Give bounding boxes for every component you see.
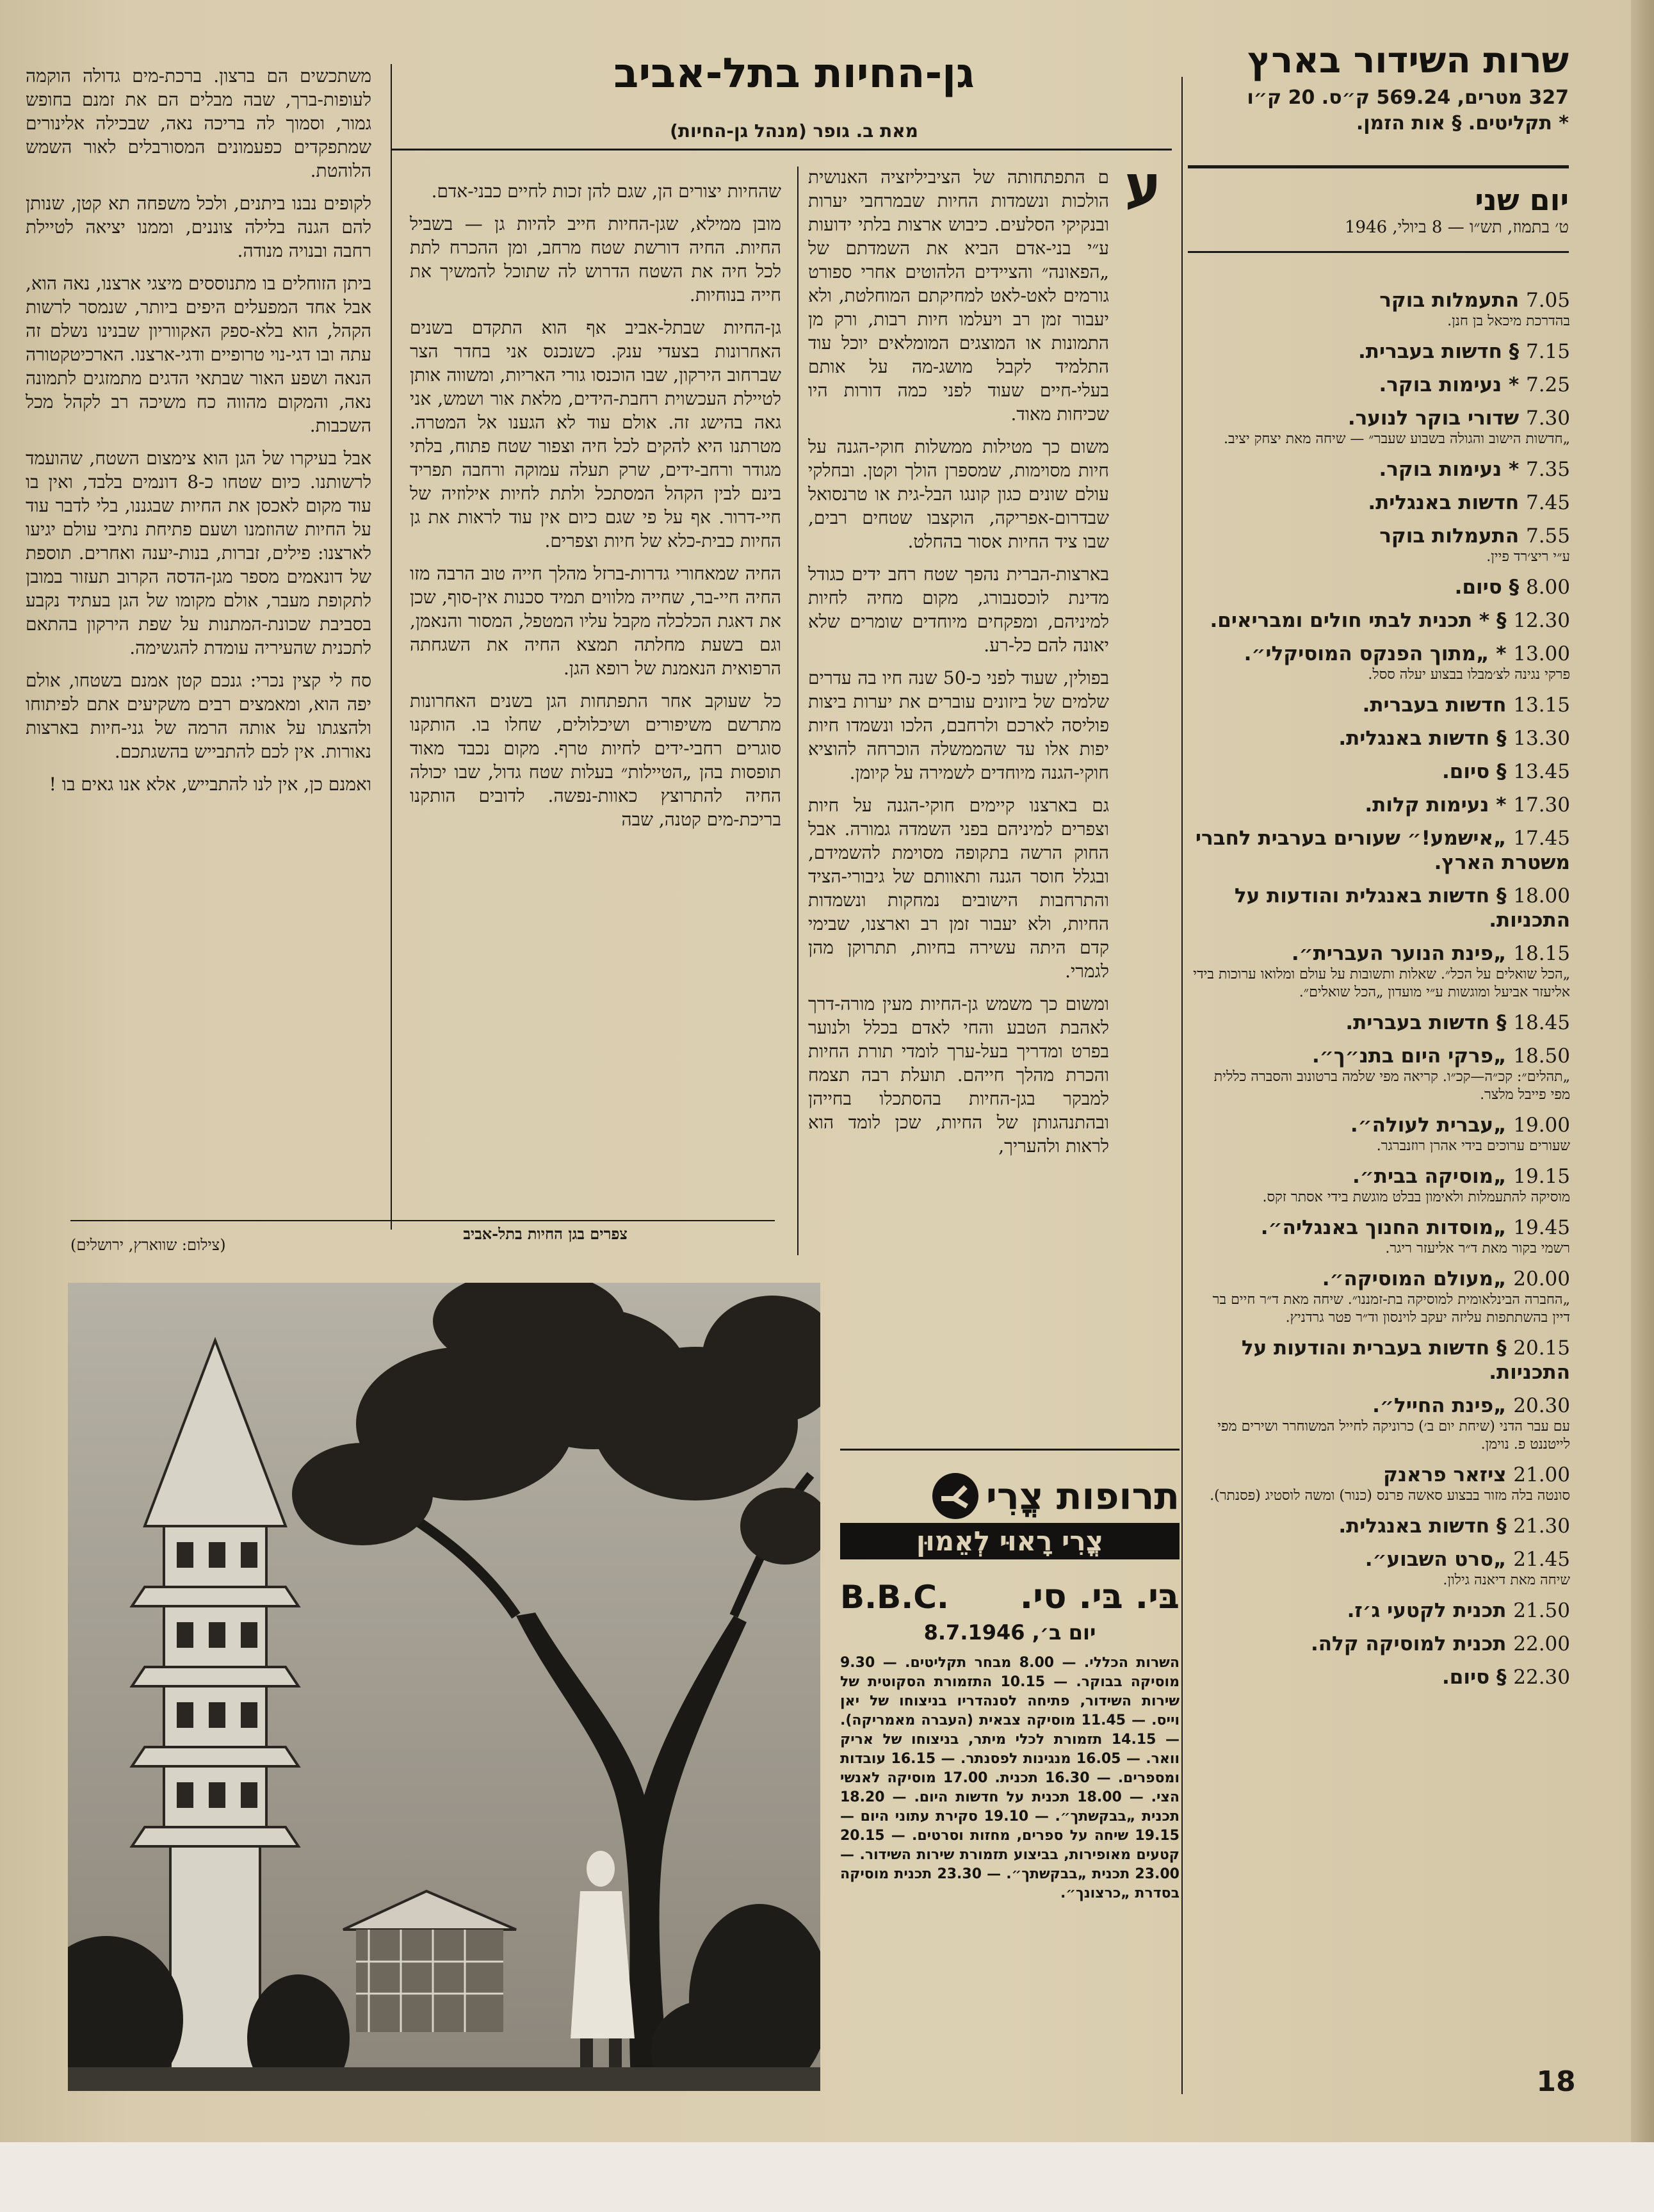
article-paragraph: לקופים נבנו ביתנים, ולכל משפחה תא קטן, שנותן להם הגנה בלילה צוננים, וממנו יציאה לטיילת רחבה ובנויה מנודה. — [26, 193, 371, 261]
schedule-day: יום שני — [1475, 183, 1569, 217]
schedule-time: 13.45 — [1513, 760, 1570, 783]
schedule-time: 7.35 — [1525, 458, 1570, 481]
schedule-time: 21.30 — [1513, 1515, 1570, 1538]
schedule-program: „פרקי היום בתנ״ך״. — [1312, 1045, 1507, 1068]
page-number: 18 — [1536, 2065, 1576, 2098]
schedule-date-rule — [1188, 251, 1569, 253]
schedule-time: 21.45 — [1513, 1548, 1570, 1571]
schedule-program: „סרט השבוע״. — [1365, 1548, 1507, 1571]
schedule-item — [1192, 793, 1570, 817]
bbc-advert-block — [840, 1473, 1180, 1903]
article-paragraph: גם בארצנו קיימים חוקי-הגנה על חיות וצפרים למיניהם בפני השמדה גמורה. אבל החוק הרשה בתקופה מסוימת להשמידם, ובגלל חוסר הגנה ותאוותם של גיבורי-הציד והתרחבות הישובים נמחקות ונשמדות החיות, ולא יעבור זמן רב וארצנו, שבימי קדם היתה עשירה בחיות, תתרוקן מהן לגמרי. — [808, 795, 1109, 982]
schedule-program: § חדשות באנגלית והודעות על התכניות. — [1234, 884, 1570, 932]
schedule-item-main — [1192, 1547, 1570, 1572]
column-divider — [1181, 77, 1183, 2094]
schedule-item-main — [1192, 1598, 1570, 1623]
schedule-description: עם עבר הדני (שיחת יום ב׳) כרוניקה לחייל המשוחרר ושירים מפי לייטננט פ. נוימן. — [1217, 1419, 1570, 1452]
schedule-program: § חדשות בעברית. — [1358, 340, 1520, 363]
page-edge — [1631, 0, 1654, 2212]
schedule-item-main — [1192, 826, 1570, 875]
article-paragraph: כל שעוקב אחר התפתחות הגן בשנים האחרונות מתרשם משיפורים ושיכלולים, שחלו בו. הותקנו סוגרים רחבי-ידים לחיות טרף. מקום נכבד מאוד תופסות בהן „הטיילות״ בעלות שטח גדול, שבו יכולה החיה להתרוצץ כאוות-נפשה. לדובים הותקנו בריכת-מים קטנה, שבה — [410, 690, 781, 830]
schedule-item-main — [1192, 760, 1570, 784]
schedule-time: 12.30 — [1513, 609, 1570, 632]
schedule-item-main — [1192, 941, 1570, 966]
schedule-program: § חדשות באנגלית. — [1338, 727, 1507, 750]
schedule-item-main — [1192, 1044, 1570, 1068]
article-paragraph: סח לי קצין נכרי: גנכם קטן אמנם בשטחו, אולם יפה הוא, ומאמצים רבים משקיעים אתם לפיתוחו ולהצגתו על אותה הרמה של גני-חיות בארצות נאורות. אין לכם להתבייש בהשגתכם. — [26, 670, 371, 762]
schedule-item-main — [1192, 1216, 1570, 1240]
schedule-item — [1192, 1336, 1570, 1385]
column-divider — [797, 167, 799, 1255]
article-paragraph: ביתן הזוחלים בו מתנוססים מיצגי ארצנו, נאה הוא, אבל אחד המפעלים היפים ביותר, שנמסר לרשות הקהל, הוא בלא-ספק האקווריון שבנינו נשלם זה עתה ובו דגי-נוי טרופיים ודגי-ארצנו. הארכיטקטורה הנאה ושפע האור שבתאי הדגים מתמזגים לתמונה נאה, והמקום מהווה כח משיכה רב לקהל מכל השכבות. — [26, 273, 371, 436]
schedule-time: 18.00 — [1513, 884, 1570, 907]
schedule-description: בהדרכת מיכאל בן חנן. — [1447, 313, 1570, 329]
bbc-day: יום ב׳, — [1032, 1620, 1096, 1645]
schedule-item-main — [1192, 339, 1570, 364]
article-column-right — [808, 165, 1109, 1167]
schedule-item — [1192, 1113, 1570, 1155]
schedule-program: „מוסדות החנוך באנגליה״. — [1260, 1216, 1507, 1239]
photo-top-rule — [70, 1220, 775, 1221]
schedule-description: שעורים ערוכים בידי אהרן רוזנברגר. — [1376, 1138, 1570, 1154]
schedule-item — [1192, 884, 1570, 932]
article-column-middle — [410, 179, 781, 840]
schedule-program: „אישמע!״ שעורים בערבית לחברי משטרת הארץ. — [1195, 827, 1570, 874]
schedule-program: תכנית למוסיקה קלה. — [1310, 1632, 1507, 1655]
schedule-time: 21.50 — [1513, 1599, 1570, 1622]
schedule-time: 19.15 — [1513, 1165, 1570, 1188]
schedule-item — [1192, 1394, 1570, 1454]
schedule-item — [1192, 941, 1570, 1002]
bbc-english: B.B.C. — [840, 1579, 949, 1616]
schedule-time: 7.15 — [1525, 340, 1570, 363]
schedule-program: § חדשות באנגלית. — [1338, 1515, 1507, 1538]
aviary-illustration — [68, 1283, 820, 2091]
schedule-item-main — [1192, 373, 1570, 397]
schedule-item — [1192, 1514, 1570, 1538]
schedule-rule — [1188, 165, 1569, 168]
ad-top-rule — [840, 1449, 1180, 1451]
schedule-program: חדשות באנגלית. — [1368, 491, 1520, 514]
schedule-item-main — [1192, 642, 1570, 666]
schedule-program: § חדשות בעברית והודעות על התכניות. — [1241, 1337, 1570, 1384]
schedule-item — [1192, 1463, 1570, 1505]
schedule-item — [1192, 642, 1570, 684]
schedule-program: שדורי בוקר לנוער. — [1347, 407, 1520, 430]
article-paragraph: משום כך מטילות ממשלות חוקי-הגנה על חיות מסוימות, שמספרן הולך וקטן. ובחלקי עולם שונים כגון קונגו הבל-גית או טרנסואל שבדרום-אפריקה, הוקצבו שטחים רבים, שבו ציד החיות אסור בהחלט. — [808, 436, 1109, 552]
schedule-item — [1192, 1632, 1570, 1656]
schedule-program: „פינת החייל״. — [1372, 1394, 1507, 1417]
schedule-item — [1192, 1044, 1570, 1104]
schedule-time: 19.00 — [1513, 1114, 1570, 1137]
article-paragraph: ם התפתחותה של הציביליזציה האנושית הולכות ונשמדות החיות שבמרחבי יערות ובנקיקי הסלעים. כיבוש ארצות בלתי ידועות ע״י בני-אדם הביא את השמדתם של „הפאונה״ והציידים הלהוטים אחרי ספורט גורמים לאט-לאט למחיקתם המוחלטת, ולא יעבור זמן רב ויעלמו חיות רבות, ורק מן התמונות או המוצגים המומלאים יוכל עוד התלמיד לקבל מושג-מה על אותם בעלי-חיים שעוד לפני כמה דורות היו שכיחות מאוד. — [808, 167, 1109, 425]
article-title-rule — [391, 149, 1172, 150]
schedule-program: * נעימות בוקר. — [1379, 373, 1520, 396]
schedule-description: שיחה מאת דיאנה גילון. — [1443, 1572, 1570, 1588]
schedule-item — [1192, 524, 1570, 566]
article-paragraph: מובן ממילא, שגן-החיות חייב להיות גן — בשביל החיות. החיה דורשת שטח מרחב, ומן ההכרח לתת לכל חיה את השטח הדרוש לה שתוכל להמשיך את חייה בנוחיות. — [410, 213, 781, 305]
article-column-left — [26, 64, 371, 805]
schedule-program: § * תכנית לבתי חולים ומבריאים. — [1210, 609, 1507, 632]
schedule-item-main — [1192, 457, 1570, 482]
aviary-photo — [68, 1283, 820, 2091]
schedule-item-main — [1192, 1632, 1570, 1656]
article-drop-cap: ע — [1124, 154, 1162, 218]
schedule-time: 7.55 — [1525, 525, 1570, 548]
schedule-time: 22.30 — [1513, 1666, 1570, 1689]
schedule-item — [1192, 1216, 1570, 1258]
schedule-item — [1192, 826, 1570, 875]
bbc-hebrew: בּי. בּי. סי. — [1019, 1576, 1180, 1616]
background-surface — [0, 2142, 1654, 2212]
schedule-item — [1192, 1164, 1570, 1207]
schedule-program: „פינת הנוער העברית״. — [1291, 942, 1507, 965]
schedule-program: § סיום. — [1454, 576, 1520, 599]
article-paragraph: גן-החיות שבתל-אביב אף הוא התקדם בשנים האחרונות בצעדי ענק. כשנכנס אני בחדר הצר שברחוב הירקון, שבו הוכנסו גורי האריות, ומשווה אותן לטיילת העכשוית רחבת-הידים, מלאת אור ושמש, אני גאה בהישג זה. אולם עוד לא הגענו אל המטרה. מטרתנו היא להקים לכל חיה וצפור שטח פתוח, בלתי מגודר ורחב-ידים, שרק תעלה עמוקה ורחבה תפריד בינם לבין הקהל המסתכל ולתת לחיות אילוזיה של חיי-דרור. אף על פי שגם כיום אין עוד לראות את גן החיות כבית-כלא של חיות וצפרים. — [410, 317, 781, 551]
bbc-date-line — [840, 1620, 1180, 1645]
schedule-program: חדשות בעברית. — [1362, 694, 1507, 717]
schedule-program: § סיום. — [1441, 1666, 1507, 1689]
schedule-item — [1192, 1011, 1570, 1035]
schedule-legend: * תקליטים. § אות הזמן. — [1356, 112, 1569, 134]
schedule-item-main — [1192, 491, 1570, 515]
schedule-program: התעמלות בוקר — [1379, 289, 1520, 312]
schedule-program: * נעימות בוקר. — [1379, 458, 1520, 481]
article-paragraph: שהחיות יצורים הן, שגם להן זכות לחיים כבני-אדם. — [431, 181, 781, 202]
article-paragraph: אבל בעיקרו של הגן הוא צימצום השטח, שהועמד לרשותנו. כיום שטחו כ-8 דונמים בלבד, ואין בו עוד מקום לאכסן את החיות שבגננו, בלי לדבר עוד על החיות שהוזמנו ושעם פתיחת נתיבי עולם יגיעו לארצנו: פילים, זברות, בנות-יענה ואחרים. תוספת של דונאמים מספר מגן-הדסה הקרוב תעזור במובן לתקופת מעבר, אולם מקומו של הגן בעתיד נקבע בסביבת שכונת-המתנות על שפת הירקון בהתאם לתכנית שהעיריה עומדת להגשימה. — [26, 448, 371, 658]
ad-brand-row — [840, 1473, 1180, 1519]
schedule-item — [1192, 288, 1570, 330]
schedule-item — [1192, 457, 1570, 482]
schedule-time: 7.30 — [1525, 407, 1570, 430]
schedule-time: 7.25 — [1525, 373, 1570, 396]
schedule-item — [1192, 373, 1570, 397]
schedule-time: 20.15 — [1513, 1337, 1570, 1360]
schedule-program: התעמלות בוקר — [1379, 525, 1520, 548]
schedule-item — [1192, 491, 1570, 515]
article-paragraph: החיה שמאחורי גדרות-ברזל מהלך חייה טוב הרבה מזו החיה חיי-בר, שחייה מלווים תמיד סכנות אין-סוף, שכן את דאגת הכלכלה מקבל עליו המטפל, המסור והנאמן, וגם בשעת מחלתה תמצא החיה את השגחתה הרפואית הנאמנת של רופא הגן. — [410, 563, 781, 679]
schedule-item-main — [1192, 1113, 1570, 1137]
schedule-item — [1192, 726, 1570, 751]
schedule-description: רשמי בקור מאת ד״ר אליעזר ריגר. — [1385, 1240, 1570, 1256]
schedule-item — [1192, 1267, 1570, 1327]
article-paragraph: משתכשים הם ברצון. ברכת-מים גדולה הוקמה לעופות-ברך, שבה מבלים הם את זמנם בחופש גמור, וסמוך לה בריכה נאה, שבכילה אלינורים שמתפקדים כפעמונים המסורבלים לאור השמש הלוהטת. — [26, 65, 371, 181]
schedule-program: § סיום. — [1441, 760, 1507, 783]
schedule-item — [1192, 1598, 1570, 1623]
schedule-time: 13.00 — [1513, 642, 1570, 665]
schedule-item-main — [1192, 1394, 1570, 1418]
schedule-description: סונטה בלה מזור בבצוע סאשה פרנס (כנור) ומשה לוסטיג (פסנתר). — [1210, 1488, 1570, 1504]
schedule-time: 8.00 — [1525, 576, 1570, 599]
schedule-item-main — [1192, 693, 1570, 717]
schedule-item-main — [1192, 1164, 1570, 1189]
schedule-description: „החברה הבינלאומית למוסיקה בת-זמננו״. שיחה מאת ד״ר חיים בר דיין בהשתתפות עליזה יעקב לוינסון וד״ר פטר גרדניץ. — [1212, 1292, 1570, 1326]
ad-slogan: צֳרִי רָאוּי לְאֵמוּן — [840, 1523, 1180, 1559]
schedule-time: 7.45 — [1525, 491, 1570, 514]
schedule-time: 21.00 — [1513, 1463, 1570, 1486]
schedule-item — [1192, 1547, 1570, 1590]
schedule-description: פרקי נגינה לצ׳מבלו בבצוע יעלה ססל. — [1368, 667, 1570, 683]
schedule-item — [1192, 406, 1570, 448]
schedule-list — [1192, 288, 1570, 1698]
schedule-item-main — [1192, 406, 1570, 430]
bbc-header — [840, 1576, 1180, 1616]
schedule-item — [1192, 1665, 1570, 1689]
schedule-program: * נעימות קלות. — [1365, 793, 1507, 817]
photo-credit: (צילום: שווארץ, ירושלים) — [70, 1236, 226, 1254]
schedule-item-main — [1192, 793, 1570, 817]
schedule-time: 13.15 — [1513, 694, 1570, 717]
schedule-item-main — [1192, 726, 1570, 751]
schedule-title: שרות השידור בארץ — [1247, 40, 1569, 81]
schedule-item — [1192, 339, 1570, 364]
article-byline: מאת ב. גופר (מנהל גן-החיות) — [670, 120, 918, 142]
schedule-item-main — [1192, 1336, 1570, 1385]
schedule-item-main — [1192, 1665, 1570, 1689]
schedule-item — [1192, 693, 1570, 717]
schedule-item — [1192, 760, 1570, 784]
schedule-description: ע״י ריצ׳רד פיין. — [1486, 549, 1570, 565]
schedule-program: * „מתוך הפנקס המוסיקלי״. — [1244, 642, 1507, 665]
photo-caption: צפרים בגן החיות בתל-אביב — [463, 1224, 628, 1243]
article-paragraph: בארצות-הברית נהפך שטח רחב ידים כגודל מדינת לוכסנבורג, מקום מחיה לחיות למיניהם, ומפקחים מיוחדים שומרים שלא יאונה להם כל-רע. — [808, 564, 1109, 656]
schedule-item-main — [1192, 1514, 1570, 1538]
bbc-programme: השרות הכללי. — 8.00 מבחר תקליטים. — 9.30 מוסיקה בבוקר. — 10.15 התזמורת הסקוטית של שירות השידור, פתיחה לסנהדריו בניצוחו של יאן וייס. — 11.45 מוסיקה צבאית (העברה מאמריקה). — 14.15 תזמורת לכלי מיתר, בניצוחו של אריק וואר. — 16.05 מנגינות לפסנתר. — 16.15 עובדות ומספרים. — 16.30 תכנית. 17.00 מוסיקה לאנשי הצי. — 18.00 תכנית על חדשות היום. — 18.20 תכנית „בבקשתך״. — 19.10 סקירת עתוני היום — 19.15 שיחה על ספרים, מחזות וסרטים. — 20.15 קטעים מאופירות, בביצוע תזמורת שירות השידור. — 23.00 תכנית „בבקשתך״. — 23.30 תכנית מוסיקה בסדרת „כרצונך״. — [840, 1655, 1180, 1901]
schedule-item-main — [1192, 608, 1570, 633]
schedule-program: „מעולם המוסיקה״. — [1322, 1267, 1507, 1290]
ad-brand: תרופות צֳרִי — [985, 1474, 1180, 1518]
schedule-item-main — [1192, 575, 1570, 599]
schedule-item-main — [1192, 288, 1570, 313]
schedule-time: 17.45 — [1513, 827, 1570, 850]
schedule-program: § חדשות בעברית. — [1345, 1011, 1507, 1034]
schedule-description: „חדשות הישוב והגולה בשבוע שעבר״ — שיחה מאת יצחק יציב. — [1224, 431, 1570, 447]
schedule-item — [1192, 608, 1570, 633]
schedule-item-main — [1192, 1463, 1570, 1487]
schedule-time: 20.30 — [1513, 1394, 1570, 1417]
schedule-program: ציזאר פראנק — [1383, 1463, 1507, 1486]
schedule-program: „עברית לעולה״. — [1350, 1114, 1507, 1137]
schedule-time: 20.00 — [1513, 1267, 1570, 1290]
article-title: גן-החיות בתל-אביב — [613, 50, 975, 97]
schedule-description: „תהלים״: קכ״ה—קכ״ו. קריאה מפי שלמה ברטונוב והסברה כללית מפי פייבל מלצר. — [1213, 1069, 1570, 1103]
schedule-time: 18.15 — [1513, 942, 1570, 965]
article-paragraph: בפולין, שעוד לפני כ-50 שנה חיו בה עדרים שלמים של ביזונים עוברים את יערות ביצות פוליסה לארכם ולרחבם, הלכו ונשמדו חיות יפות אלו עד שהממשלה הוכרחה להוציא חוקי-הגנה מיוחדים לשמירה על קיומן. — [808, 667, 1109, 783]
schedule-time: 18.50 — [1513, 1045, 1570, 1068]
article-paragraph: ומשום כך משמש גן-החיות מעין מורה-דרך לאהבת הטבע והחי לאדם בכלל ולנוער בפרט ומדריך בעל-ערך לומדי תורת החיות והכרת מהלך חייהם. תועלת רבה תצמח למבקר בגן-החיות בהסתכלו בחייהן ובהתנהגותן של החיות, שכן לומד הוא לראות ולהעריך, — [808, 993, 1109, 1157]
schedule-frequency: 327 מטרים, 569.24 ק״ס. 20 ק״ו — [1247, 86, 1569, 109]
ad-logo-icon — [932, 1473, 978, 1519]
schedule-description: „הכל שואלים על הכל״. שאלות ותשובות על עולם ומלואו ערוכות בידי אליעזר אביעל ומוגשות ע״י מועדון „הכל שואלים״. — [1193, 966, 1570, 1000]
schedule-item-main — [1192, 1267, 1570, 1291]
schedule-item-main — [1192, 884, 1570, 932]
schedule-program: תכנית לקטעי ג׳ז. — [1347, 1599, 1507, 1622]
schedule-description: מוסיקה להתעמלות ולאימון בבלט מוגשת בידי אסתר זקס. — [1262, 1189, 1570, 1205]
schedule-time: 18.45 — [1513, 1011, 1570, 1034]
schedule-item — [1192, 575, 1570, 599]
schedule-time: 22.00 — [1513, 1632, 1570, 1655]
schedule-item-main — [1192, 1011, 1570, 1035]
schedule-time: 7.05 — [1525, 289, 1570, 312]
schedule-item-main — [1192, 524, 1570, 548]
article-paragraph: ואמנם כן, אין לנו להתבייש, אלא אנו גאים בו ! — [49, 774, 371, 795]
bbc-date: 8.7.1946 — [923, 1620, 1025, 1645]
column-divider — [391, 64, 392, 1230]
schedule-program: „מוסיקה בבית״. — [1352, 1165, 1507, 1188]
schedule-time: 17.30 — [1513, 793, 1570, 817]
schedule-time: 19.45 — [1513, 1216, 1570, 1239]
schedule-date: ט׳ בתמוז, תש״ו — 8 ביולי, 1946 — [1344, 218, 1569, 237]
schedule-time: 13.30 — [1513, 727, 1570, 750]
